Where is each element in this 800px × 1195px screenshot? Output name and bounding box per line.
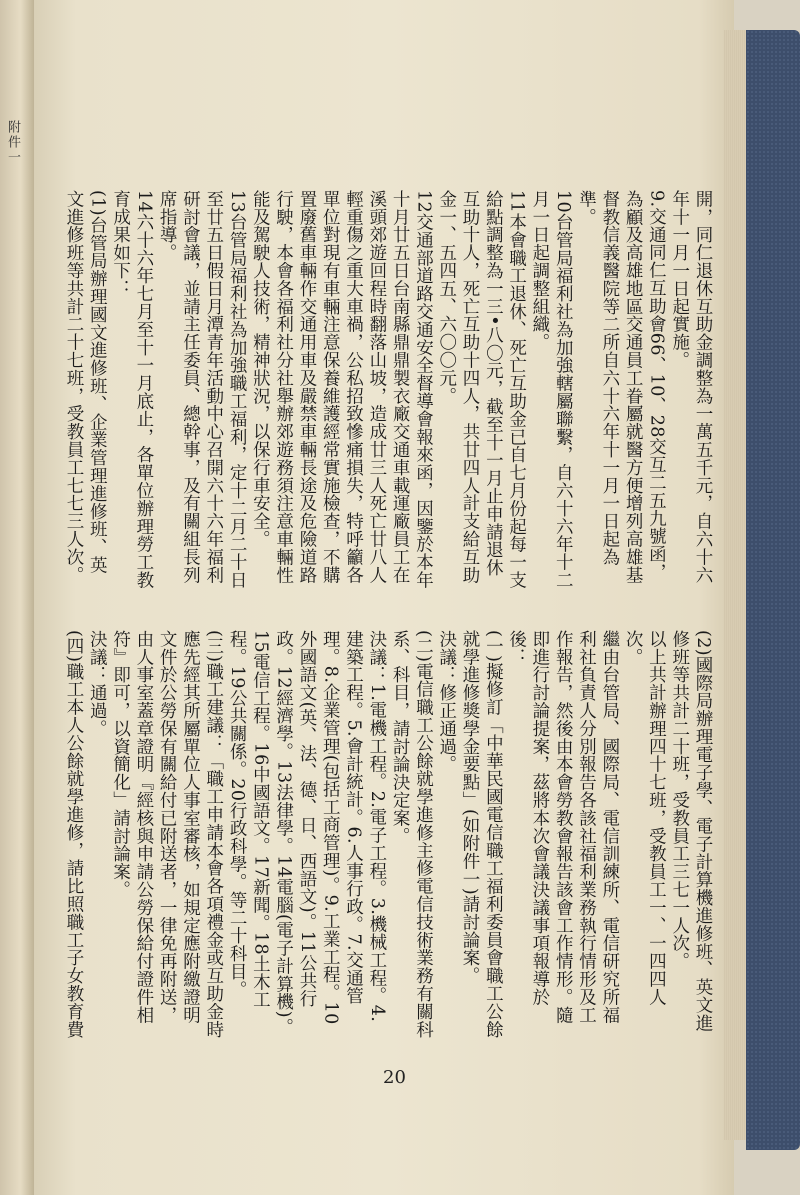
paragraph: 14六十六年七月至十一月底止，各單位辦理勞工教育成果如下： <box>110 190 154 589</box>
paragraph: 開，同仁退休互助金調整為一萬五千元，自六十六年十一月一日起實施。 <box>669 190 713 584</box>
paragraph: 決議：1.電機工程。2.電子工程。3.機械工程。4.建築工程。5.會計統計。6.人事行政。7.交通管理。8.企業管理(包括工商管理)。9.工業工程。10外國語文(英、法、德、日、西語文)。11公共行政。12經濟學。13法律學。14電腦(電子計算機)。15電信工程。16中國語文。17新聞。18土木工程。19公共關係。20行政科學。等二十科目。 <box>227 630 387 1036</box>
page-block-edge <box>724 30 746 1140</box>
text-body <box>63 190 714 1050</box>
paragraph: 10台管局福利社為加強轄屬聯繫，自六十六年十二月一日起調整組織。 <box>529 190 574 589</box>
paragraph: 12交通部道路交通安全督導會報來函，因鑒於本年十月廿五日台南縣鼎鼎製衣廠交通車載運廠員工在溪頭郊遊回程時翻落山坡，造成廿三人死亡廿八人輕重傷之重大車禍，公私招致慘痛損失，特呼籲各單位對現有車輛注意保養維護經常實施檢查，不購置廢舊車輛作交通用車及嚴禁車輛長途及危險道路行駛，本會各福利社分社舉辦郊遊務須注意車輛性能及駕駛人技術，精神狀況，以保行車安全。 <box>250 190 434 589</box>
paragraph: 決議：通過。 <box>87 630 108 738</box>
paragraph: 11本會職工退休、死亡互助金已自七月份起每一支給點調整為一三•八〇元，截至十一月止申請退休互助十人，死亡互助十四人，共廿四人計支給互助金一、五四五、六〇〇元。 <box>436 190 527 589</box>
paragraph: (三)職工建議：「職工申請本會各項禮金或互助金時應先經其所屬單位人事室審核，如規定應附繳證明文件於公勞保有關給付已附送者，一律免再附送，由人事室蓋章證明『經核與申請公勞保給付證件相符』即可，以資簡化」請討論案。 <box>110 630 224 1039</box>
paragraph: 13台管局福利社為加強職工福利，定十二月二十日至廿五日假日月潭青年活動中心召開六十六年福利研討會議，並請主任委員、總幹事，及有關組長列席指導。 <box>157 190 248 589</box>
page <box>34 0 734 1195</box>
paragraph: 9.交通同仁互助會66、10、28交互二五九號函，為顧及高雄地區交通員工眷屬就醫方便增列高雄基督教信義醫院等二所自六十六年十一月一日起為準。 <box>576 190 667 584</box>
paragraph: 決議：修正通過。 <box>436 630 457 774</box>
appendix-tab: 附件一 <box>5 120 20 165</box>
lower-section <box>63 630 714 1040</box>
paragraph: (2)國際局辦理電子學、電子計算機進修班、英文進修班等共計二十班，受教員工三七一人次。 <box>669 630 713 1032</box>
paragraph: (一)擬修訂「中華民國電信職工福利委員會職工公餘就學進修獎學金要點」(如附件一)請討論案。 <box>460 630 504 1039</box>
left-page-edge <box>0 0 34 1195</box>
paragraph: (四)職工本人公餘就學進修，請比照職工子女教育費 <box>63 630 84 1039</box>
paragraph: (二)電信職工公餘就學進修主修電信技術業務有關科系、科目，請討論決定案。 <box>390 630 434 1039</box>
page-number: 20 <box>383 1067 406 1088</box>
paragraph: 繼由台管局、國際局、電信訓練所、電信研究所福利社負責人分別報告各該社福利業務執行情形及工作報告，然後由本會勞教會報告該會工作情形。隨即進行討論提案，茲將本次會議決議事項報導於後： <box>506 630 620 1024</box>
paragraph: 以上共計辦理四十七班，受教員工一、一四四人次。 <box>623 630 667 1006</box>
paragraph: (1)台管局辦理國文進修班、企業管理進修班、英文進修班等共計二十七班，受教員工七七三人次。 <box>63 190 108 584</box>
upper-section <box>63 190 714 590</box>
book-cover <box>746 30 800 1150</box>
